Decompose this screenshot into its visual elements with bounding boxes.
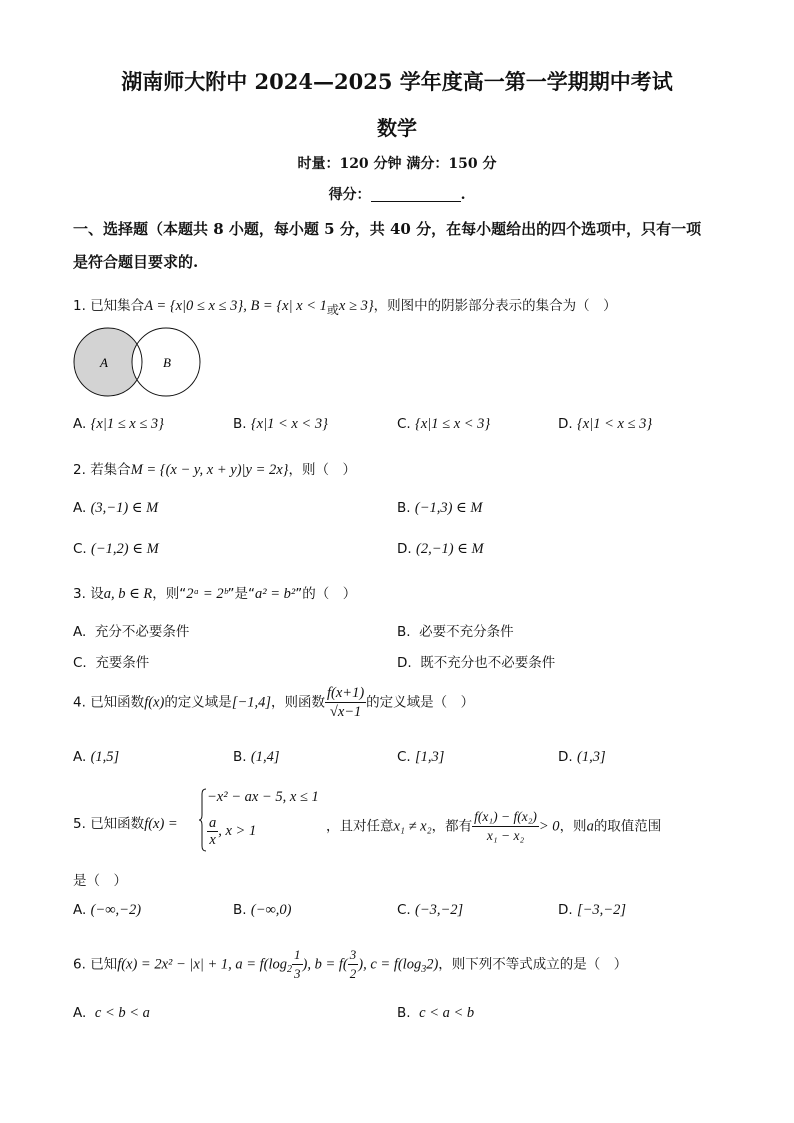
option-text: {x|1 ≤ x ≤ 3} — [90, 416, 164, 432]
section-heading-line1: 一、选择题（本题共 8 小题，每小题 5 分，共 40 分，在每小题给出的四个选项中，只有一项 — [73, 220, 702, 238]
fraction-denominator: x₁ − x₂ — [486, 828, 525, 843]
set-expression: A = {x|0 ≤ x ≤ 3}, B = {x| x < 1 — [144, 298, 327, 314]
fraction-numerator: 1 — [292, 946, 303, 965]
case-fraction — [207, 815, 218, 848]
stem-text: ，则下列不等式成立的是（ ） — [438, 956, 628, 973]
question-number: 4. — [73, 694, 86, 711]
option-label: B. — [233, 902, 247, 918]
question-3-stem — [73, 582, 356, 603]
option-label: D. — [397, 541, 412, 557]
stem-text: ，则“ — [152, 586, 187, 602]
venn-diagram — [72, 322, 204, 402]
set-expression-b: x ≥ 3} — [338, 298, 374, 314]
option-text: {x|1 < x ≤ 3} — [576, 416, 653, 432]
exam-title: 湖南师大附中 2024—2025 学年度高一第一学期期中考试 — [121, 69, 673, 94]
option-label: C. — [397, 416, 411, 432]
option-label: C. — [397, 749, 411, 765]
option-text: (−1,3) ∈ M — [414, 500, 483, 516]
question-4-stem — [73, 684, 474, 721]
stem-text: ，则（ ） — [288, 462, 356, 478]
domain-interval: [−1,4] — [231, 694, 272, 711]
fraction-numerator: 3 — [348, 946, 359, 965]
option-label: A. — [73, 902, 87, 918]
or-text: 或 — [326, 303, 339, 317]
fraction — [348, 946, 359, 983]
option-text: [1,3] — [415, 749, 445, 765]
option-text: (1,5] — [90, 749, 120, 765]
stem-text: ，则函数 — [271, 694, 326, 711]
variable: a — [586, 818, 594, 835]
question-2-stem — [73, 458, 356, 479]
fraction-numerator: a — [209, 815, 217, 831]
option-text: (−1,2) ∈ M — [91, 541, 159, 557]
option-label: B. — [397, 1005, 411, 1021]
option-text: 充分不必要条件 — [94, 624, 190, 640]
question-number: 1. — [73, 298, 86, 314]
stem-text: ”是“ — [227, 586, 255, 602]
math-expression: 2) — [426, 956, 439, 973]
option-text: (−∞,0) — [250, 902, 292, 918]
option-a[interactable] — [73, 749, 119, 766]
log-base: 3 — [421, 964, 427, 976]
option-label: D. — [558, 749, 573, 765]
option-text: (−3,−2] — [415, 902, 464, 918]
option-label: A. — [73, 416, 87, 432]
stem-text: 已知函数 — [90, 816, 145, 832]
option-text: c < a < b — [419, 1005, 475, 1021]
option-text: (1,4] — [250, 749, 280, 765]
stem-text: ”的（ ） — [295, 586, 357, 602]
option-label: A. — [73, 624, 87, 640]
score-blank[interactable] — [371, 187, 461, 202]
condition-2: a² = b² — [255, 586, 296, 602]
option-c[interactable] — [397, 749, 444, 766]
time-info: 时量：120 分钟 满分：150 分 — [297, 156, 497, 172]
option-a[interactable] — [73, 416, 164, 433]
option-a[interactable] — [73, 902, 141, 919]
fraction-denominator: √x−1 — [329, 704, 362, 720]
math-expression: ), c = f(log — [358, 956, 422, 973]
inequality: > 0 — [538, 818, 560, 835]
question-5-number-line — [73, 812, 178, 833]
stem-text: 的定义域是（ ） — [366, 694, 475, 711]
option-label: B. — [397, 624, 411, 640]
score-line — [0, 184, 794, 204]
option-label: A. — [73, 500, 87, 516]
question-number: 6. — [73, 956, 86, 973]
option-text: c < b < a — [94, 1005, 150, 1021]
option-c[interactable] — [73, 651, 149, 671]
option-text: (1,3] — [576, 749, 606, 765]
option-b[interactable] — [233, 902, 292, 919]
question-1-stem — [73, 294, 617, 318]
option-c[interactable] — [397, 416, 490, 433]
stem-text: 的定义域是 — [164, 694, 232, 711]
stem-text: ，则 — [559, 818, 587, 835]
question-number: 2. — [73, 462, 86, 478]
option-text: (3,−1) ∈ M — [90, 500, 159, 516]
option-label: D. — [558, 416, 573, 432]
option-b[interactable] — [233, 749, 279, 766]
venn-label-b: B — [163, 355, 171, 370]
piecewise-case-2 — [207, 815, 256, 848]
condition-1: 2ᵃ = 2ᵇ — [186, 586, 228, 602]
option-text: 充要条件 — [95, 655, 150, 671]
option-b[interactable] — [397, 500, 483, 517]
option-a[interactable] — [73, 1005, 150, 1022]
option-c[interactable] — [397, 902, 463, 919]
stem-text: ，则图中的阴影部分表示的集合为（ ） — [373, 298, 617, 314]
option-text: {x|1 ≤ x < 3} — [415, 416, 491, 432]
option-text: 必要不充分条件 — [419, 624, 514, 640]
fraction-denominator: x — [209, 832, 216, 848]
condition: x₁ ≠ x₂ — [393, 818, 432, 835]
option-text: [−3,−2] — [576, 902, 626, 918]
math-expression: a, b ∈ R — [103, 586, 153, 602]
option-label: A. — [73, 1005, 87, 1021]
option-label: C. — [73, 541, 87, 557]
option-text: (−∞,−2) — [90, 902, 142, 918]
option-label: C. — [397, 902, 411, 918]
log-base: 2 — [287, 964, 293, 976]
question-5-stem-cont: 是（ ） — [73, 873, 127, 889]
brace-icon — [199, 788, 207, 852]
section-heading-line2: 是符合题目要求的. — [73, 253, 199, 271]
score-end: . — [460, 187, 466, 203]
fraction-denominator: 3 — [294, 966, 301, 981]
option-text: {x|1 < x < 3} — [250, 416, 328, 432]
fraction-numerator: f(x₁) − f(x₂) — [472, 808, 539, 827]
option-b[interactable] — [233, 416, 328, 433]
function-name: f(x) — [144, 694, 165, 711]
option-label: D. — [558, 902, 573, 918]
fraction — [472, 808, 539, 845]
stem-text: 的取值范围 — [593, 818, 662, 835]
stem-text: ，都有 — [431, 818, 473, 835]
option-label: B. — [233, 416, 247, 432]
case-condition: , x > 1 — [218, 822, 257, 839]
option-a[interactable] — [73, 620, 189, 640]
option-label: A. — [73, 749, 87, 765]
subject-title: 数学 — [377, 116, 417, 140]
stem-text: 已知集合 — [90, 298, 145, 314]
fraction — [292, 946, 303, 983]
option-d[interactable] — [558, 902, 626, 919]
stem-text: ，且对任意 — [326, 818, 394, 835]
option-d[interactable] — [397, 541, 484, 558]
option-text: (2,−1) ∈ M — [415, 541, 484, 557]
option-d[interactable] — [558, 416, 652, 433]
question-6-stem — [73, 946, 627, 983]
option-label: B. — [397, 500, 411, 516]
option-label: C. — [73, 655, 87, 671]
question-number: 5. — [73, 816, 86, 832]
stem-text: 设 — [90, 586, 104, 602]
option-label: B. — [233, 749, 247, 765]
option-b[interactable] — [397, 620, 514, 640]
set-expression: M = {(x − y, x + y)|y = 2x} — [130, 462, 289, 478]
option-d[interactable] — [558, 749, 606, 766]
stem-text: 已知函数 — [90, 694, 145, 711]
option-text: 既不充分也不必要条件 — [420, 655, 556, 671]
fraction-denominator: 2 — [349, 966, 357, 981]
function-definition: f(x) = 2x² − |x| + 1, a = f(log — [117, 956, 288, 973]
option-label: D. — [397, 655, 412, 671]
option-c[interactable] — [73, 541, 159, 558]
question-5-stem — [326, 808, 661, 845]
option-b[interactable] — [397, 1005, 474, 1022]
stem-text: 若集合 — [90, 462, 131, 478]
option-a[interactable] — [73, 500, 158, 517]
score-label: 得分： — [328, 187, 371, 203]
stem-text: 已知 — [90, 956, 118, 973]
function-name: f(x) = — [144, 816, 178, 832]
fraction-numerator: f(x+1) — [327, 685, 365, 701]
option-d[interactable] — [397, 651, 555, 671]
piecewise-case-1: −x² − ax − 5, x ≤ 1 — [207, 789, 319, 805]
venn-label-a: A — [100, 355, 108, 370]
math-expression: ), b = f( — [302, 956, 348, 973]
question-number: 3. — [73, 586, 86, 602]
piecewise-brace — [199, 788, 205, 852]
fraction — [325, 684, 366, 721]
